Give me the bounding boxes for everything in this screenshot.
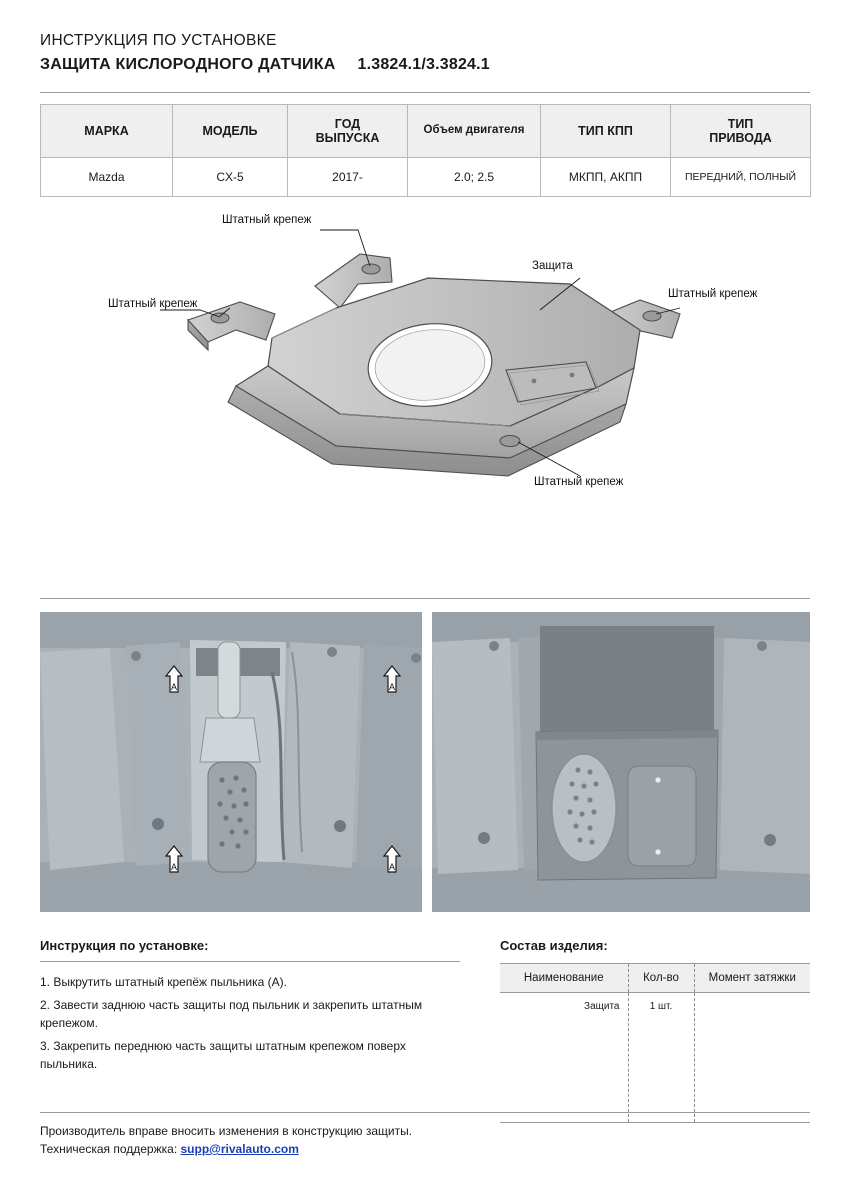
instruction-step-1: 1. Выкрутить штатный крепёж пыльника (А). [40, 975, 287, 989]
callout-fastener-bottom: Штатный крепеж [534, 476, 624, 488]
installation-instructions [40, 938, 460, 1079]
callout-fastener-top: Штатный крепеж [222, 214, 312, 226]
footer-disclaimer: Производитель вправе вносить изменения в конструкцию защиты. [40, 1124, 413, 1138]
spec-header-drive-line2: ПРИВОДА [709, 131, 772, 145]
parts-row [500, 993, 810, 1123]
spec-header-drive-line1: ТИП [727, 116, 754, 131]
parts-header-name: Наименование [500, 964, 628, 993]
spec-header-drive [671, 105, 811, 158]
svg-text:А: А [388, 862, 396, 872]
svg-text:А: А [388, 682, 396, 692]
spec-cell-year: 2017- [288, 158, 408, 197]
spec-cell-gearbox: МКПП, АКПП [541, 158, 671, 197]
spec-cell-brand: Mazda [41, 158, 173, 197]
document-title: ЗАЩИТА КИСЛОРОДНОГО ДАТЧИКА [40, 56, 336, 73]
parts-header-torque: Момент затяжки [694, 964, 810, 993]
photo-underbody-before [40, 612, 422, 912]
footer-support-label: Техническая поддержка: [40, 1142, 181, 1156]
photo-underbody-after [432, 612, 810, 912]
spec-header-gearbox: ТИП КПП [541, 105, 671, 158]
parts-cell-torque [694, 993, 810, 1123]
parts-table [500, 963, 810, 1123]
document-header [40, 32, 810, 74]
spec-header-year-line2: ВЫПУСКА [315, 131, 380, 145]
parts-cell-name: Защита [500, 993, 628, 1123]
parts-cell-qty: 1 шт. [628, 993, 694, 1123]
parts-header-row [500, 964, 810, 993]
product-drawing [40, 190, 810, 590]
vehicle-spec-table [40, 104, 811, 197]
spec-cell-drive: ПЕРЕДНИЙ, ПОЛНЫЙ [671, 158, 811, 197]
product-code: 1.3824.1/3.3824.1 [357, 56, 490, 73]
support-email-link[interactable]: supp@rivalauto.com [180, 1142, 299, 1156]
svg-text:А: А [170, 862, 178, 872]
callout-fastener-right: Штатный крепеж [668, 288, 758, 300]
spec-header-row [41, 105, 811, 158]
instructions-underline [40, 961, 460, 962]
parts-list [500, 938, 810, 1123]
instructions-title: Инструкция по установке: [40, 938, 209, 953]
instruction-step-3: 3. Закрепить переднюю часть защиты штатным крепежом поверх пыльника. [40, 1039, 406, 1071]
document-title-row [40, 56, 810, 74]
instructions-steps [40, 974, 460, 1073]
spec-header-year [288, 105, 408, 158]
svg-text:А: А [170, 682, 178, 692]
instruction-step-2: 2. Завести заднюю часть защиты под пыльник и закрепить штатным крепежом. [40, 998, 423, 1030]
parts-header-qty: Кол-во [628, 964, 694, 993]
document-footer [40, 1122, 810, 1158]
skid-plate-illustration [40, 190, 810, 590]
divider-photos [40, 598, 810, 599]
spec-cell-engine: 2.0; 2.5 [408, 158, 541, 197]
callout-shield: Защита [532, 260, 573, 272]
spec-header-brand: МАРКА [41, 105, 173, 158]
spec-header-year-line1: ГОД [334, 116, 361, 131]
parts-title: Состав изделия: [500, 938, 608, 953]
document-subtitle: ИНСТРУКЦИЯ ПО УСТАНОВКЕ [40, 32, 277, 49]
callout-fastener-left: Штатный крепеж [108, 298, 198, 310]
spec-cell-model: CX-5 [173, 158, 288, 197]
divider-top [40, 92, 810, 93]
footer-support-line [40, 1140, 810, 1158]
spec-header-engine: Объем двигателя [408, 105, 541, 158]
spec-header-model: МОДЕЛЬ [173, 105, 288, 158]
